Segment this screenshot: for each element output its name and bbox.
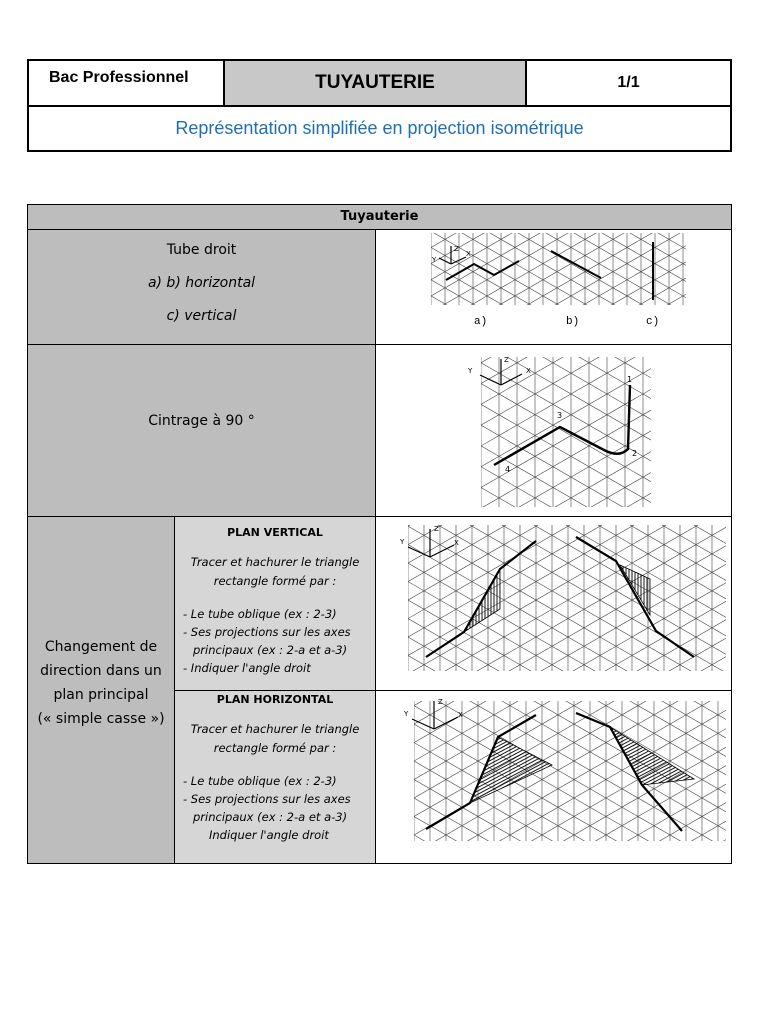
axis-triad — [412, 701, 458, 729]
list-item: principaux (ex : 2-a et a-3) — [193, 643, 348, 657]
axis-y-label: Y — [404, 710, 409, 718]
label-a: a) — [474, 316, 488, 328]
tube-droit-cell — [28, 230, 376, 345]
plan-vertical-cell — [175, 517, 376, 691]
bent-tube — [494, 385, 630, 465]
document-subtitle: Représentation simplifiée en projection isométrique — [175, 118, 584, 138]
axis-y-label: Y — [468, 367, 473, 375]
point-4: 4 — [505, 465, 511, 474]
changement-line-1: Changement de — [44, 639, 158, 655]
axis-x-label: X — [458, 711, 463, 719]
tube-droit-diagram — [376, 230, 731, 345]
axis-triad — [439, 246, 466, 264]
plan-vertical-instruction: Tracer et hachurer le triangle rectangle formé par : — [190, 555, 360, 588]
plan-horizontal-list — [183, 772, 375, 844]
plan-horizontal-instruction: Tracer et hachurer le triangle rectangle formé par : — [190, 722, 360, 755]
axis-z-label: Z — [438, 698, 443, 706]
hatched-triangle-right — [620, 565, 650, 615]
list-item: - Le tube oblique (ex : 2-3) — [183, 774, 337, 788]
tube-droit-title: Tube droit — [166, 242, 237, 258]
changement-line-4: (« simple casse ») — [37, 711, 165, 727]
point-2: 2 — [632, 449, 638, 458]
list-item: - Indiquer l'angle droit — [183, 661, 311, 675]
hatched-triangle-left — [470, 737, 552, 803]
axis-x-label: X — [454, 539, 459, 547]
plan-vertical-diagram — [376, 517, 731, 691]
axis-triad — [408, 529, 454, 557]
list-item: Indiquer l'angle droit — [209, 828, 329, 842]
cintrage-title: Cintrage à 90 ° — [148, 413, 255, 429]
list-item: - Ses projections sur les axes — [183, 792, 351, 806]
axis-y-label: Y — [432, 256, 437, 264]
tube-lines — [446, 242, 653, 300]
plan-horizontal-heading: PLAN HORIZONTAL — [216, 693, 334, 706]
list-item: principaux (ex : 2-a et a-3) — [193, 810, 348, 824]
cintrage-figure — [376, 345, 731, 517]
axis-y-label: Y — [400, 538, 405, 546]
axis-x-label: X — [526, 367, 531, 375]
plan-horizontal-diagram — [376, 691, 731, 863]
changement-line-2: direction dans un — [40, 663, 162, 679]
plan-horizontal-figure — [376, 691, 731, 863]
cintrage-cell — [28, 345, 376, 517]
tube-b — [551, 251, 601, 278]
axis-x-label: X — [466, 250, 471, 258]
tube-left — [426, 541, 536, 657]
list-item: - Ses projections sur les axes — [183, 625, 351, 639]
label-b: b) — [566, 316, 580, 328]
piping-table — [27, 204, 732, 864]
list-item: - Le tube oblique (ex : 2-3) — [183, 607, 337, 621]
axis-z-label: Z — [504, 356, 509, 364]
axis-z-label: Z — [434, 525, 439, 533]
plan-vertical-figure — [376, 517, 731, 691]
point-3: 3 — [557, 411, 563, 420]
plan-vertical-list — [183, 605, 375, 677]
changement-line-3: plan principal — [53, 687, 149, 703]
changement-cell — [28, 517, 175, 863]
axis-z-label: Z — [454, 245, 459, 253]
header-row — [29, 61, 730, 107]
level-label: Bac Professionnel — [29, 61, 225, 105]
plan-horizontal-cell — [175, 691, 376, 863]
subject-title: TUYAUTERIE — [225, 61, 527, 105]
cintrage-diagram — [376, 345, 731, 517]
tube-droit-vertical: c) vertical — [166, 308, 237, 324]
axis-triad — [480, 359, 522, 385]
document-header — [27, 59, 732, 152]
table-title: Tuyauterie — [28, 205, 731, 230]
page-number: 1/1 — [617, 74, 640, 91]
label-c: c) — [646, 316, 660, 328]
tube-droit-figure — [376, 230, 731, 345]
plan-vertical-heading: PLAN VERTICAL — [227, 526, 323, 539]
point-1: 1 — [627, 375, 633, 384]
tube-droit-horizontal: a) b) horizontal — [147, 275, 256, 291]
